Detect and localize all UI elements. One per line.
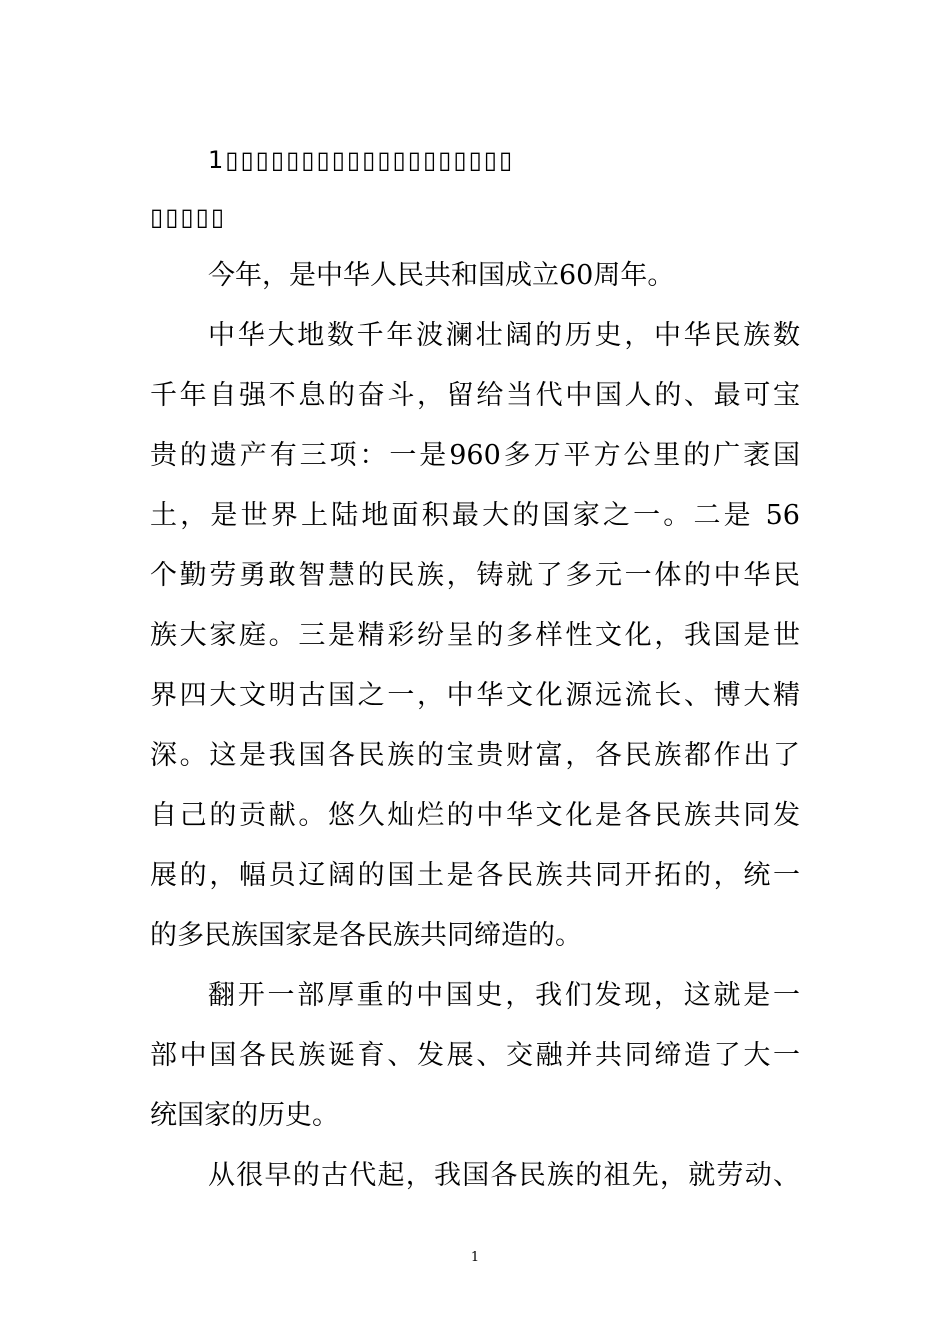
paragraph-line: 部中国各民族诞育、发展、交融并共同缔造了大一 <box>150 1040 800 1071</box>
paragraph-line: 从很早的古代起，我国各民族的祖先，就劳动、 <box>208 1160 800 1191</box>
paragraph-line: 贵的遗产有三项：一是960多万平方公里的广袤国 <box>150 440 800 471</box>
paragraph-line: 中华大地数千年波澜壮阔的历史，中华民族数 <box>208 320 800 351</box>
paragraph-line: 个勤劳勇敢智慧的民族，铸就了多元一体的中华民 <box>150 560 800 591</box>
heading-line-1: 1▯▯▯▯▯▯▯▯▯▯▯▯▯▯▯▯▯▯▯ <box>208 146 515 174</box>
paragraph-line: 千年自强不息的奋斗，留给当代中国人的、最可宝 <box>150 380 800 411</box>
paragraph-line: 土，是世界上陆地面积最大的国家之一。二是 56 <box>150 500 800 531</box>
paragraph-line: 统国家的历史。 <box>150 1100 339 1131</box>
paragraph-line: 今年，是中华人民共和国成立60周年。 <box>208 260 675 291</box>
paragraph-line: 展的，幅员辽阔的国土是各民族共同开拓的，统一 <box>150 860 800 891</box>
paragraph-line: 翻开一部厚重的中国史，我们发现，这就是一 <box>208 980 800 1011</box>
paragraph-line: 的多民族国家是各民族共同缔造的。 <box>150 920 582 951</box>
paragraph-line: 深。这是我国各民族的宝贵财富，各民族都作出了 <box>150 740 800 771</box>
paragraph-line: 自己的贡献。悠久灿烂的中华文化是各民族共同发 <box>150 800 800 831</box>
page-number: 1 <box>470 1250 480 1265</box>
paragraph-line: 族大家庭。三是精彩纷呈的多样性文化，我国是世 <box>150 620 800 651</box>
paragraph-line: 界四大文明古国之一，中华文化源远流长、博大精 <box>150 680 800 711</box>
heading-line-2: ▯▯▯▯▯ <box>150 203 227 231</box>
